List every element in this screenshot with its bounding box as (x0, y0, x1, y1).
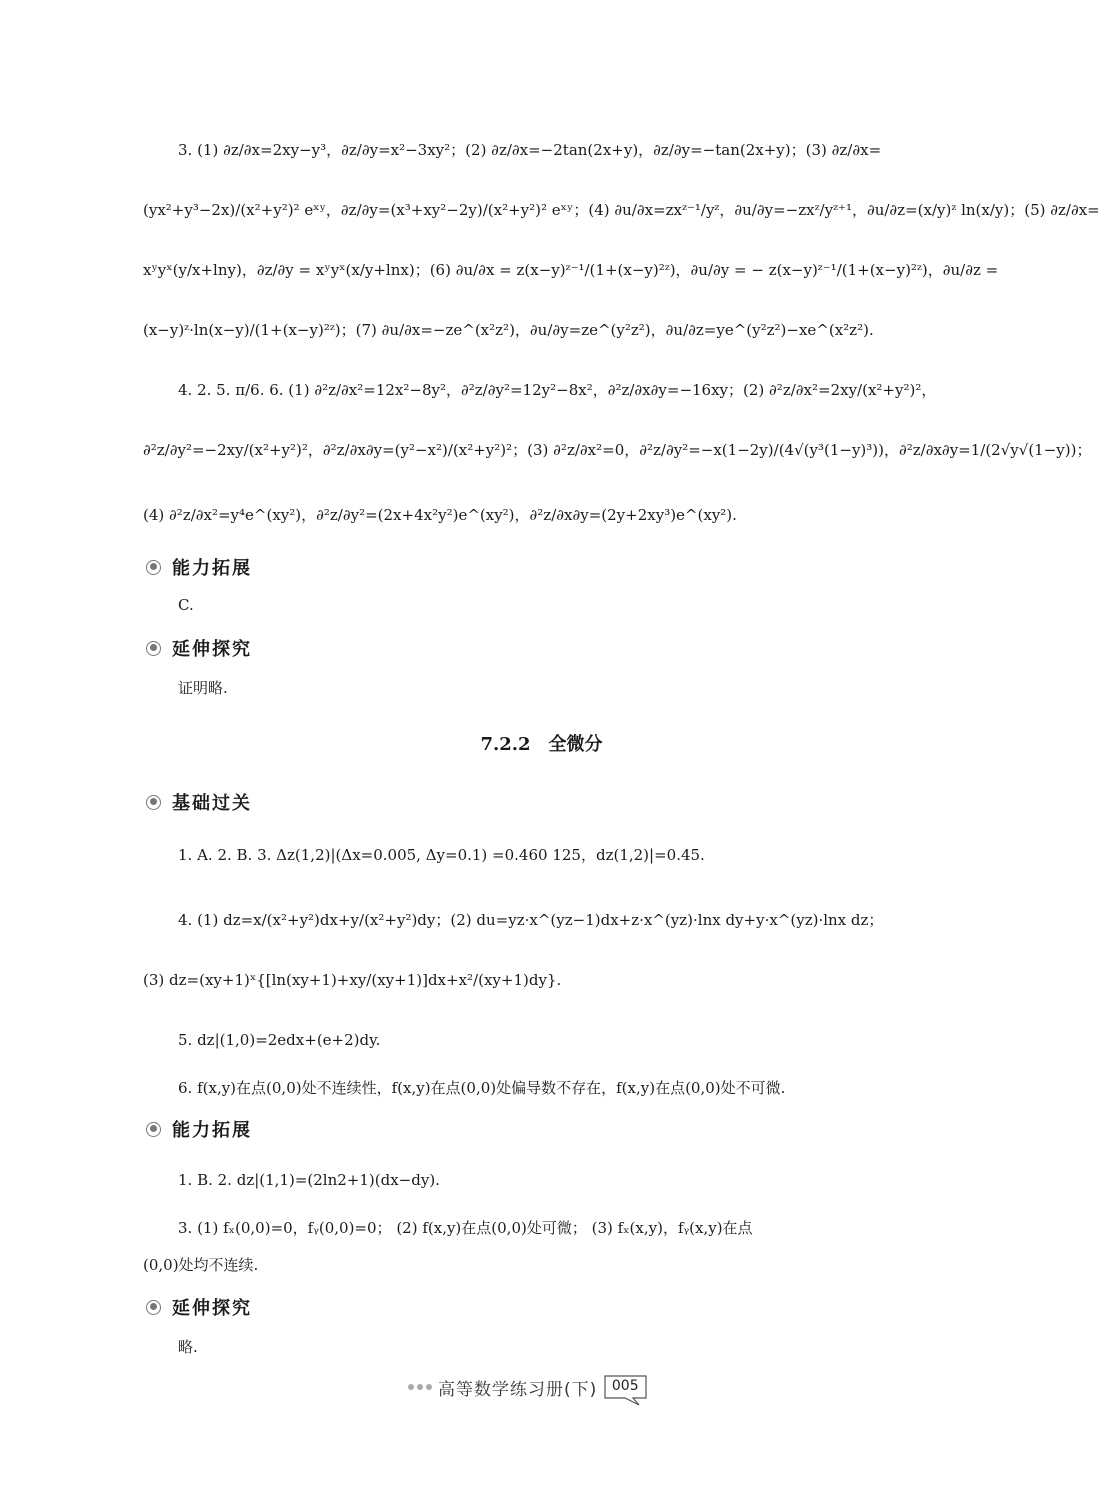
answer-line-3-3: xʸyˣ(y/x+lny)，∂z/∂y = xʸyˣ(x/y+lnx)；(6) ∂u/∂x = z(x−y)ᶻ⁻¹/(1+(x−y)²ᶻ)，∂u/∂y = − z(x−y)ᶻ⁻¹/(1+(x−y)²ᶻ)，∂u/∂z = (143, 261, 999, 279)
section-title: 延伸探究 (172, 1298, 252, 1319)
section-ability-1 (146, 556, 252, 578)
book-title: 高等数学练习册(下) (438, 1379, 598, 1400)
section-basic (146, 791, 252, 813)
bullet-icon (146, 795, 161, 810)
section-title: 能力拓展 (172, 558, 252, 579)
basic-line-4b: (3) dz=(xy+1)ˣ{[ln(xy+1)+xy/(xy+1)]dx+x²/(xy+1)dy}. (143, 971, 562, 989)
section-title: 延伸探究 (172, 639, 252, 660)
ability-2-line-3b: (0,0)处均不连续. (143, 1256, 259, 1274)
section-extend-1 (146, 637, 252, 659)
section-title: 基础过关 (172, 793, 252, 814)
basic-line-4: 4. (1) dz=x/(x²+y²)dx+y/(x²+y²)dy；(2) du=yz·x^(yz−1)dx+z·x^(yz)·lnx dy+y·x^(yz)·lnx dz； (178, 911, 884, 929)
answer-line-4-6: 4. 2. 5. π/6. 6. (1) ∂²z/∂x²=12x²−8y²，∂²z/∂y²=12y²−8x²，∂²z/∂x∂y=−16xy；(2) ∂²z/∂x²=2xy/(x²+y²)²， (178, 381, 937, 399)
ability-2-line-3: 3. (1) fₓ(0,0)=0，fᵧ(0,0)=0； (2) f(x,y)在点(0,0)处可微； (3) fₓ(x,y)，fᵧ(x,y)在点 (178, 1219, 753, 1237)
basic-line-6: 6. f(x,y)在点(0,0)处不连续性，f(x,y)在点(0,0)处偏导数不存在，f(x,y)在点(0,0)处不可微. (178, 1079, 786, 1097)
answer-line-6-2: ∂²z/∂y²=−2xy/(x²+y²)²，∂²z/∂x∂y=(y²−x²)/(x²+y²)²；(3) ∂²z/∂x²=0，∂²z/∂y²=−x(1−2y)/(4√(y³(1−y)³))，∂²z/∂x∂y=1/(2√y√(1−y))； (143, 441, 1092, 459)
dots-icon (408, 1384, 432, 1390)
ability-2-line-1: 1. B. 2. dz|(1,1)=(2ln2+1)(dx−dy). (178, 1171, 440, 1189)
bullet-icon (146, 641, 161, 656)
extend-1-answer: 证明略. (178, 679, 228, 697)
extend-2-answer: 略. (178, 1338, 198, 1356)
answer-line-3-2: (yx²+y³−2x)/(x²+y²)² eˣʸ，∂z/∂y=(x³+xy²−2y)/(x²+y²)² eˣʸ；(4) ∂u/∂x=zxᶻ⁻¹/yᶻ，∂u/∂y=−zxᶻ/yᶻ⁺¹，∂u/∂z=(x/y)ᶻ ln(x/y)；(5) ∂z/∂x= (143, 201, 1100, 219)
page-number: 005 (611, 1378, 639, 1394)
answer-line-6-3: (4) ∂²z/∂x²=y⁴e^(xy²)，∂²z/∂y²=(2x+4x²y²)e^(xy²)，∂²z/∂x∂y=(2y+2xy³)e^(xy²). (143, 506, 737, 524)
basic-line-5: 5. dz|(1,0)=2edx+(e+2)dy. (178, 1031, 381, 1049)
bullet-icon (146, 1122, 161, 1137)
section-extend-2 (146, 1296, 252, 1318)
subsection-title: 7.2.2 全微分 (480, 734, 603, 755)
basic-line-1: 1. A. 2. B. 3. Δz(1,2)|(Δx=0.005, Δy=0.1) =0.460 125，dz(1,2)|=0.45. (178, 846, 705, 864)
section-title: 能力拓展 (172, 1120, 252, 1141)
page-footer (408, 1372, 649, 1402)
answer-line-3-1: 3. (1) ∂z/∂x=2xy−y³，∂z/∂y=x²−3xy²；(2) ∂z/∂x=−2tan(2x+y)，∂z/∂y=−tan(2x+y)；(3) ∂z/∂x= (178, 141, 882, 159)
ability-1-answer: C. (178, 596, 194, 614)
bullet-icon (146, 1300, 161, 1315)
section-ability-2 (146, 1118, 252, 1140)
answer-line-3-4: (x−y)ᶻ·ln(x−y)/(1+(x−y)²ᶻ)；(7) ∂u/∂x=−ze^(x²z²)，∂u/∂y=ze^(y²z²)，∂u/∂z=ye^(y²z²)−xe^(x²z²). (143, 321, 874, 339)
page-number-badge (603, 1374, 649, 1400)
bullet-icon (146, 560, 161, 575)
